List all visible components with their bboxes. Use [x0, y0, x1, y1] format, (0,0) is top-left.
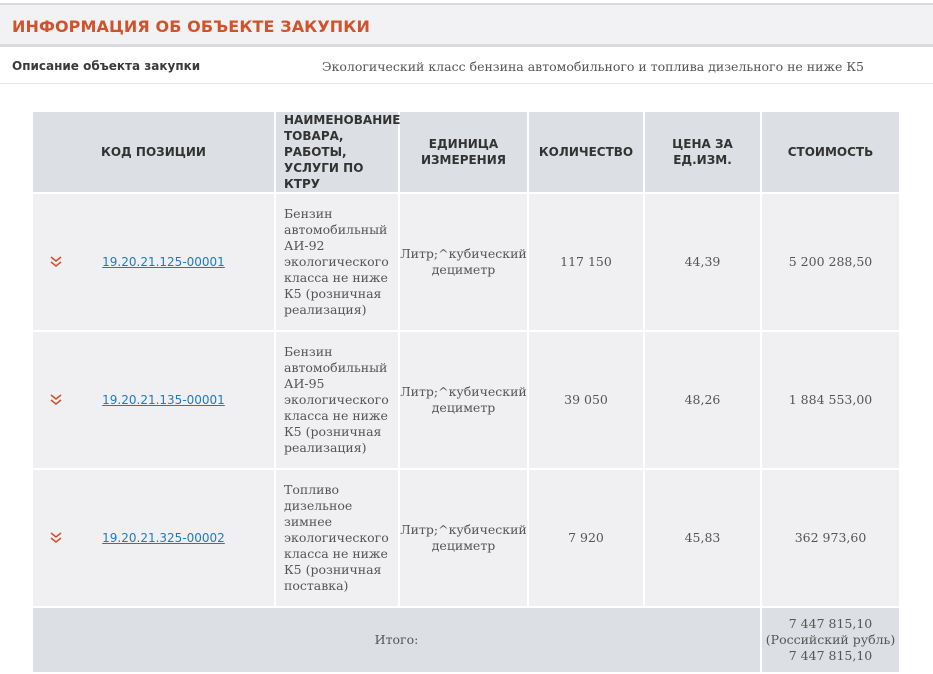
item-name: Бензин автомобильный АИ-92 экологического класса не ниже К5 (розничная реализация) — [275, 193, 399, 331]
item-qty: 117 150 — [528, 193, 644, 331]
header-unit: ЕДИНИЦА ИЗМЕРЕНИЯ — [399, 111, 528, 193]
total-value: 7 447 815,10 — [788, 616, 873, 631]
header-cost: СТОИМОСТЬ — [761, 111, 900, 193]
chevron-double-down-icon[interactable] — [49, 255, 63, 269]
code-cell — [32, 331, 275, 469]
description-row — [0, 48, 933, 84]
section-header — [0, 3, 933, 47]
table-row — [32, 331, 900, 469]
total-value-cell — [761, 607, 900, 673]
header-name: НАИМЕНОВАНИЕ ТОВАРА, РАБОТЫ, УСЛУГИ ПО КТРУ — [275, 111, 399, 193]
section-title: ИНФОРМАЦИЯ ОБ ОБЪЕКТЕ ЗАКУПКИ — [12, 17, 370, 36]
item-unit: Литр;^кубический дециметр — [399, 331, 528, 469]
position-code-link[interactable]: 19.20.21.325-00002 — [102, 531, 225, 545]
item-qty: 39 050 — [528, 331, 644, 469]
item-name: Топливо дизельное зимнее экологического класса не ниже К5 (розничная поставка) — [275, 469, 399, 607]
chevron-double-down-icon[interactable] — [49, 531, 63, 545]
total-label: Итого: — [32, 607, 761, 673]
total-currency: (Российский рубль) — [765, 632, 896, 647]
item-name: Бензин автомобильный АИ-95 экологического класса не ниже К5 (розничная реализация) — [275, 331, 399, 469]
item-unit: Литр;^кубический дециметр — [399, 469, 528, 607]
description-label: Описание объекта закупки — [12, 59, 201, 73]
item-cost: 5 200 288,50 — [761, 193, 900, 331]
description-value: Экологический класс бензина автомобильного и топлива дизельного не ниже К5 — [322, 59, 864, 74]
chevron-double-down-icon[interactable] — [49, 393, 63, 407]
table-row — [32, 193, 900, 331]
item-unit: Литр;^кубический дециметр — [399, 193, 528, 331]
table-header-row — [32, 111, 900, 193]
code-cell — [32, 469, 275, 607]
header-qty: КОЛИЧЕСТВО — [528, 111, 644, 193]
total-value-repeat: 7 447 815,10 — [788, 648, 873, 663]
item-cost: 1 884 553,00 — [761, 331, 900, 469]
header-code: КОД ПОЗИЦИИ — [32, 111, 275, 193]
item-price: 48,26 — [644, 331, 761, 469]
header-price: ЦЕНА ЗА ЕД.ИЗМ. — [644, 111, 761, 193]
position-code-link[interactable]: 19.20.21.135-00001 — [102, 393, 225, 407]
code-cell — [32, 193, 275, 331]
item-qty: 7 920 — [528, 469, 644, 607]
total-row — [32, 607, 900, 673]
items-table — [31, 110, 901, 674]
item-cost: 362 973,60 — [761, 469, 900, 607]
position-code-link[interactable]: 19.20.21.125-00001 — [102, 255, 225, 269]
table-row — [32, 469, 900, 607]
item-price: 45,83 — [644, 469, 761, 607]
item-price: 44,39 — [644, 193, 761, 331]
